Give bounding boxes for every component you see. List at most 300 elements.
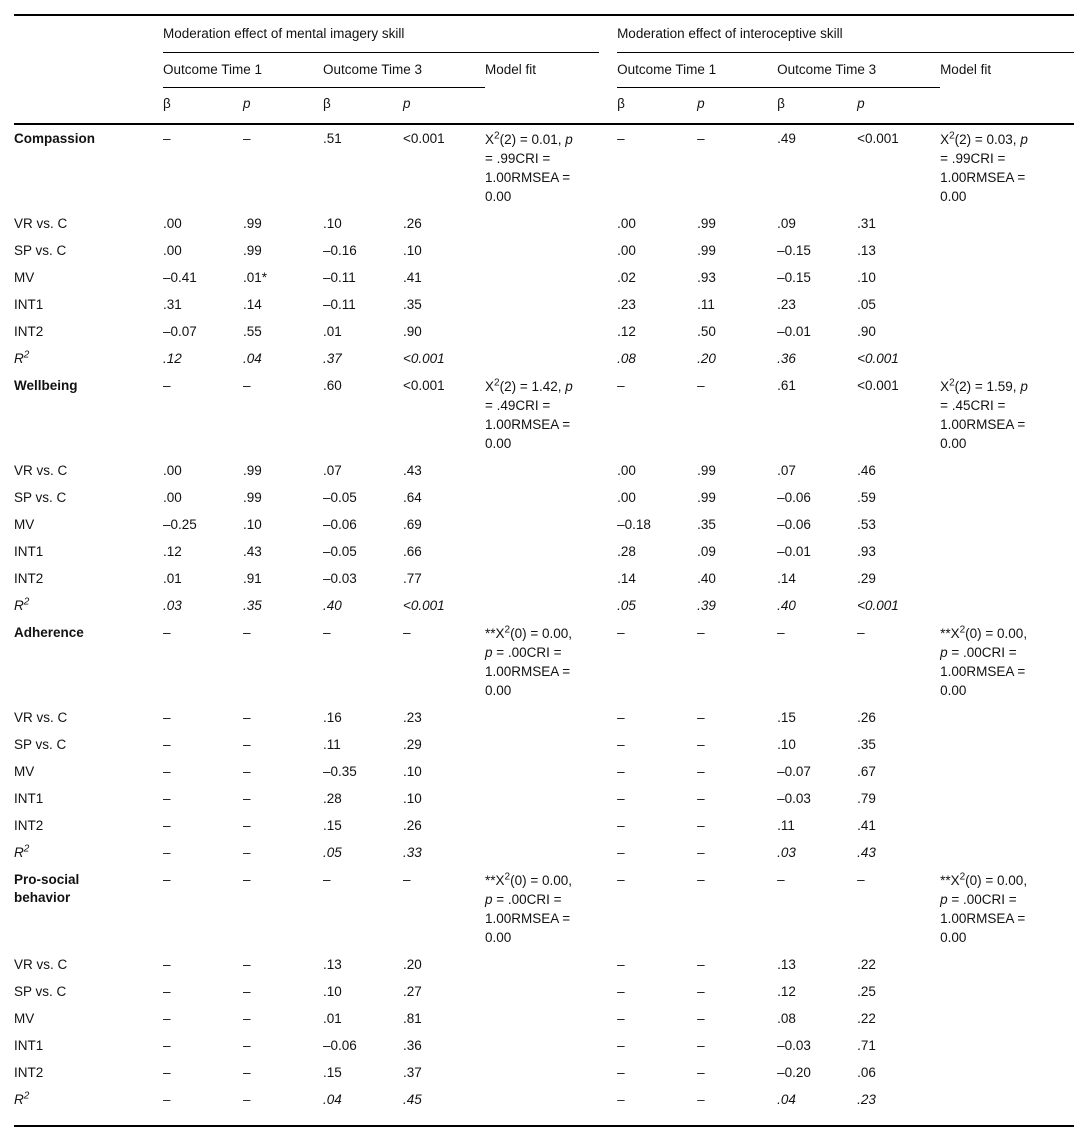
cell-mi-t3-beta: .13 xyxy=(323,956,342,972)
row-label: MV xyxy=(14,516,35,532)
is-model-fit-header: Model fit xyxy=(940,53,1074,124)
row-label: $R^2$ xyxy=(14,1086,163,1126)
cell-mi-t1-beta: – xyxy=(163,624,171,640)
cell-mi-t3-p: <0.001 xyxy=(403,130,445,146)
cell-mi-t3-beta: .15 xyxy=(323,1064,342,1080)
cell-mi-t3-beta: –0.16 xyxy=(323,242,357,258)
cell-is-t3-beta: .13 xyxy=(777,956,796,972)
cell-is-t1-p: – xyxy=(697,377,705,393)
cell-is-model-fit xyxy=(940,1086,1074,1126)
cell-is-t1-beta: .00 xyxy=(617,489,636,505)
cell-is-t1-beta: – xyxy=(617,1010,625,1026)
cell-is-t3-beta: –0.01 xyxy=(777,323,811,339)
cell-is-t3-p: .67 xyxy=(857,763,876,779)
cell-mi-t1-beta: – xyxy=(163,1064,171,1080)
cell-is-t1-beta: .23 xyxy=(617,296,636,312)
cell-is-t3-p: .31 xyxy=(857,215,876,231)
cell-is-t1-beta: .14 xyxy=(617,570,636,586)
cell-mi-t1-p: – xyxy=(243,790,251,806)
table-row xyxy=(14,565,1074,592)
cell-mi-t3-beta: –0.35 xyxy=(323,763,357,779)
table-row xyxy=(14,866,1074,951)
cell-is-t3-beta: .61 xyxy=(777,377,796,393)
cell-mi-t1-beta: –0.25 xyxy=(163,516,197,532)
cell-mi-t1-beta: – xyxy=(163,709,171,725)
cell-is-t3-beta: .23 xyxy=(777,296,796,312)
cell-mi-model-fit xyxy=(485,345,617,372)
cell-is-t1-p: – xyxy=(697,1064,705,1080)
row-label: INT2 xyxy=(14,323,44,339)
cell-is-t3-beta: .14 xyxy=(777,570,796,586)
cell-is-t3-beta: –0.06 xyxy=(777,516,811,532)
row-label: $R^2$ xyxy=(14,843,30,860)
cell-is-t1-p: – xyxy=(697,130,705,146)
table-row xyxy=(14,264,1074,291)
table-row xyxy=(14,237,1074,264)
table-row xyxy=(14,372,1074,457)
cell-mi-t1-beta: .00 xyxy=(163,242,182,258)
cell-is-t3-p: .06 xyxy=(857,1064,876,1080)
cell-mi-model-fit xyxy=(485,785,617,812)
table-row xyxy=(14,592,1074,619)
cell-mi-t3-beta: .07 xyxy=(323,462,342,478)
cell-mi-t1-p: – xyxy=(243,130,251,146)
cell-is-t3-p: .35 xyxy=(857,736,876,752)
p-header: p xyxy=(403,88,485,125)
group-header-row xyxy=(14,15,1074,53)
cell-is-t3-beta: .15 xyxy=(777,709,796,725)
cell-mi-t3-p: .77 xyxy=(403,570,422,586)
cell-mi-model-fit xyxy=(485,264,617,291)
cell-is-t1-beta: .12 xyxy=(617,323,636,339)
row-label: Pro-social behavior xyxy=(14,871,80,905)
cell-is-t1-beta: .08 xyxy=(617,350,636,366)
cell-is-t1-beta: .00 xyxy=(617,462,636,478)
stub-cell xyxy=(14,15,163,53)
cell-is-t1-beta: – xyxy=(617,1086,697,1126)
cell-mi-t3-beta: –0.06 xyxy=(323,1037,357,1053)
table-row xyxy=(14,484,1074,511)
table-row xyxy=(14,1005,1074,1032)
cell-is-t1-p: – xyxy=(697,709,705,725)
cell-is-model-fit xyxy=(940,704,1074,731)
table-row xyxy=(14,978,1074,1005)
cell-is-t1-p: .40 xyxy=(697,570,716,586)
cell-mi-model-fit xyxy=(485,457,617,484)
cell-is-model-fit xyxy=(940,812,1074,839)
cell-mi-t1-beta: – xyxy=(163,871,171,887)
cell-is-t1-beta: – xyxy=(617,871,625,887)
table-row xyxy=(14,951,1074,978)
cell-is-t3-p: .43 xyxy=(857,844,876,860)
row-label: INT1 xyxy=(14,1037,44,1053)
table-body xyxy=(14,124,1074,1126)
cell-mi-t1-p: – xyxy=(243,983,251,999)
cell-mi-t3-p: .36 xyxy=(403,1037,422,1053)
cell-is-t1-beta: – xyxy=(617,956,625,972)
row-label: Wellbeing xyxy=(14,377,78,393)
cell-mi-t1-p: – xyxy=(243,709,251,725)
cell-is-t3-beta: .36 xyxy=(777,350,796,366)
table-row xyxy=(14,538,1074,565)
cell-mi-model-fit xyxy=(485,812,617,839)
row-label: MV xyxy=(14,269,35,285)
beta-header: β xyxy=(323,88,403,125)
cell-is-t1-p: .20 xyxy=(697,350,716,366)
cell-is-t1-p: .11 xyxy=(697,296,715,312)
cell-mi-model-fit xyxy=(485,951,617,978)
cell-mi-t3-p: .35 xyxy=(403,296,422,312)
table-row xyxy=(14,124,1074,210)
cell-mi-t1-beta: – xyxy=(163,1037,171,1053)
cell-is-t1-beta: – xyxy=(617,817,625,833)
cell-mi-t3-beta: – xyxy=(323,624,331,640)
cell-mi-t1-p: – xyxy=(243,1064,251,1080)
table-row xyxy=(14,704,1074,731)
cell-mi-t1-beta: – xyxy=(163,844,171,860)
cell-is-t3-beta: .09 xyxy=(777,215,796,231)
cell-mi-t3-p: <0.001 xyxy=(403,597,445,613)
cell-is-t3-p: .05 xyxy=(857,296,876,312)
cell-is-t3-beta: – xyxy=(777,871,785,887)
cell-mi-model-fit xyxy=(485,565,617,592)
cell-mi-t3-p: .26 xyxy=(403,817,422,833)
cell-is-t3-beta: –0.15 xyxy=(777,269,811,285)
group-header-interoceptive xyxy=(617,15,1074,53)
cell-mi-model-fit: $X^2(2) = 1.42$, p = .49CRI = 1.00RMSEA = 0.00 xyxy=(485,377,573,451)
cell-is-model-fit: $**X^2(0) = 0.00$, p = .00CRI = 1.00RMSEA = 0.00 xyxy=(940,871,1028,945)
row-label: VR vs. C xyxy=(14,709,68,725)
cell-mi-model-fit xyxy=(485,511,617,538)
table-row xyxy=(14,291,1074,318)
cell-mi-t3-beta: .10 xyxy=(323,983,342,999)
table-row xyxy=(14,1086,1074,1126)
cell-is-t3-p: .59 xyxy=(857,489,876,505)
is-outcome-time1-header: Outcome Time 1 xyxy=(617,53,777,88)
mi-outcome-time3-header: Outcome Time 3 xyxy=(323,53,485,88)
cell-is-t3-p: .46 xyxy=(857,462,876,478)
cell-is-t3-beta: –0.01 xyxy=(777,543,811,559)
cell-mi-model-fit xyxy=(485,758,617,785)
cell-is-t3-p: <0.001 xyxy=(857,350,899,366)
cell-is-t3-beta: – xyxy=(777,624,785,640)
cell-mi-t3-beta: .01 xyxy=(323,323,342,339)
cell-mi-t3-p: .64 xyxy=(403,489,422,505)
cell-is-model-fit xyxy=(940,511,1074,538)
cell-mi-t3-beta: –0.05 xyxy=(323,543,357,559)
row-label: SP vs. C xyxy=(14,983,67,999)
cell-is-t3-p: .41 xyxy=(857,817,876,833)
cell-mi-t3-p: .10 xyxy=(403,790,422,806)
cell-mi-t1-p: – xyxy=(243,1010,251,1026)
cell-mi-t1-beta: – xyxy=(163,377,171,393)
table-row xyxy=(14,1059,1074,1086)
cell-mi-t1-p: – xyxy=(243,956,251,972)
cell-is-t3-beta: .11 xyxy=(777,817,795,833)
cell-is-t1-p: .99 xyxy=(697,462,716,478)
cell-mi-t1-beta: – xyxy=(163,983,171,999)
cell-is-t3-beta: –0.07 xyxy=(777,763,811,779)
cell-is-t1-beta: .00 xyxy=(617,215,636,231)
cell-mi-t1-beta: – xyxy=(163,790,171,806)
table-row xyxy=(14,812,1074,839)
cell-is-t3-beta: .49 xyxy=(777,130,796,146)
row-label: INT2 xyxy=(14,1064,44,1080)
group-header-label: Moderation effect of interoceptive skill xyxy=(617,25,1074,53)
cell-mi-t1-p: .14 xyxy=(243,296,262,312)
cell-mi-t1-beta: –0.07 xyxy=(163,323,197,339)
cell-mi-t1-p: .04 xyxy=(243,350,262,366)
table-row xyxy=(14,318,1074,345)
row-label: $R^2$ xyxy=(14,349,30,366)
cell-mi-model-fit xyxy=(485,291,617,318)
cell-is-t3-beta: .03 xyxy=(777,844,796,860)
p-header: p xyxy=(243,88,323,125)
cell-is-model-fit xyxy=(940,731,1074,758)
cell-mi-t3-beta: .15 xyxy=(323,817,342,833)
cell-is-t1-beta: .28 xyxy=(617,543,636,559)
cell-is-t3-beta: .07 xyxy=(777,462,796,478)
cell-is-t1-beta: – xyxy=(617,377,625,393)
cell-is-t1-p: – xyxy=(697,817,705,833)
table-row xyxy=(14,785,1074,812)
cell-mi-t3-beta: –0.03 xyxy=(323,570,357,586)
cell-mi-t1-p: .99 xyxy=(243,215,262,231)
cell-mi-model-fit xyxy=(485,731,617,758)
cell-mi-t3-p: .10 xyxy=(403,242,422,258)
cell-is-t1-p: .39 xyxy=(697,597,716,613)
cell-is-t1-p: – xyxy=(697,624,705,640)
cell-mi-t3-p: <0.001 xyxy=(403,350,445,366)
cell-is-t1-p: .35 xyxy=(697,516,716,532)
beta-header: β xyxy=(617,88,697,125)
cell-mi-t3-beta: –0.06 xyxy=(323,516,357,532)
cell-is-t3-p: – xyxy=(857,871,865,887)
cell-mi-t1-p: .01* xyxy=(243,269,268,285)
cell-is-model-fit xyxy=(940,264,1074,291)
cell-is-model-fit xyxy=(940,1059,1074,1086)
cell-mi-t1-beta: – xyxy=(163,1010,171,1026)
cell-mi-t3-p: – xyxy=(403,871,411,887)
cell-is-t3-beta: .04 xyxy=(777,1086,857,1126)
cell-is-model-fit xyxy=(940,758,1074,785)
row-label: VR vs. C xyxy=(14,956,68,972)
cell-mi-t1-beta: – xyxy=(163,130,171,146)
cell-is-model-fit xyxy=(940,951,1074,978)
cell-is-t3-beta: –0.15 xyxy=(777,242,811,258)
cell-is-t3-p: .29 xyxy=(857,570,876,586)
cell-is-t1-beta: – xyxy=(617,790,625,806)
cell-is-model-fit xyxy=(940,565,1074,592)
cell-is-t3-p: .22 xyxy=(857,1010,876,1026)
cell-mi-t3-beta: .40 xyxy=(323,597,342,613)
p-header: p xyxy=(857,88,940,125)
cell-is-t3-p: .71 xyxy=(857,1037,876,1053)
row-label: SP vs. C xyxy=(14,736,67,752)
cell-is-t1-beta: – xyxy=(617,130,625,146)
cell-mi-t1-p: – xyxy=(243,844,251,860)
cell-is-t3-beta: .40 xyxy=(777,597,796,613)
p-header: p xyxy=(697,88,777,125)
cell-mi-t3-beta: .05 xyxy=(323,844,342,860)
cell-mi-t1-beta: .00 xyxy=(163,489,182,505)
table-row xyxy=(14,210,1074,237)
cell-mi-t3-p: .10 xyxy=(403,763,422,779)
cell-is-model-fit xyxy=(940,318,1074,345)
cell-mi-t3-p: .66 xyxy=(403,543,422,559)
cell-mi-t1-p: – xyxy=(243,763,251,779)
cell-mi-t3-beta: .16 xyxy=(323,709,342,725)
cell-mi-t3-beta: .51 xyxy=(323,130,342,146)
table-row xyxy=(14,1032,1074,1059)
cell-mi-model-fit xyxy=(485,1032,617,1059)
cell-mi-model-fit xyxy=(485,484,617,511)
cell-mi-model-fit xyxy=(485,978,617,1005)
outcome-header-row xyxy=(14,53,1074,88)
cell-mi-t1-beta: .03 xyxy=(163,597,182,613)
cell-mi-t3-beta: .10 xyxy=(323,215,342,231)
cell-is-t1-p: – xyxy=(697,983,705,999)
cell-is-t3-p: <0.001 xyxy=(857,130,899,146)
cell-is-t1-p: .50 xyxy=(697,323,716,339)
row-label: $R^2$ xyxy=(14,596,30,613)
cell-is-t3-beta: –0.20 xyxy=(777,1064,811,1080)
group-header-label: Moderation effect of mental imagery skill xyxy=(163,25,599,53)
beta-header: β xyxy=(777,88,857,125)
is-outcome-time3-header: Outcome Time 3 xyxy=(777,53,940,88)
cell-is-t3-p: .13 xyxy=(857,242,876,258)
cell-is-t1-beta: – xyxy=(617,983,625,999)
cell-is-t3-p: .25 xyxy=(857,983,876,999)
cell-mi-t3-p: .20 xyxy=(403,956,422,972)
row-label: MV xyxy=(14,1010,35,1026)
cell-mi-model-fit xyxy=(485,1086,617,1126)
cell-mi-model-fit xyxy=(485,318,617,345)
cell-is-t1-beta: – xyxy=(617,844,625,860)
row-label: Adherence xyxy=(14,624,84,640)
cell-is-t1-p: – xyxy=(697,1086,777,1126)
cell-mi-model-fit xyxy=(485,839,617,866)
cell-is-t3-beta: –0.03 xyxy=(777,790,811,806)
cell-mi-t3-p: .37 xyxy=(403,1064,422,1080)
cell-mi-t3-p: .23 xyxy=(403,709,422,725)
cell-is-t3-p: .23 xyxy=(857,1086,940,1126)
row-label: SP vs. C xyxy=(14,489,67,505)
cell-mi-t1-beta: – xyxy=(163,736,171,752)
cell-mi-t3-p: .43 xyxy=(403,462,422,478)
cell-is-t1-p: – xyxy=(697,736,705,752)
cell-mi-model-fit xyxy=(485,1059,617,1086)
cell-mi-t1-beta: .31 xyxy=(163,296,182,312)
cell-is-t3-p: .26 xyxy=(857,709,876,725)
cell-is-t1-beta: .00 xyxy=(617,242,636,258)
cell-mi-t3-beta: .04 xyxy=(323,1086,403,1126)
cell-mi-t3-beta: .28 xyxy=(323,790,342,806)
cell-mi-t1-p: .10 xyxy=(243,516,262,532)
row-label: MV xyxy=(14,763,35,779)
cell-is-model-fit xyxy=(940,978,1074,1005)
cell-is-t3-beta: .10 xyxy=(777,736,796,752)
cell-mi-t1-beta: .12 xyxy=(163,543,182,559)
cell-is-t1-p: .99 xyxy=(697,242,716,258)
cell-mi-t1-beta: .00 xyxy=(163,215,182,231)
cell-mi-t1-p: .55 xyxy=(243,323,262,339)
cell-mi-t3-p: .26 xyxy=(403,215,422,231)
cell-is-t3-p: <0.001 xyxy=(857,597,899,613)
cell-is-t3-p: .79 xyxy=(857,790,876,806)
cell-mi-t1-p: .35 xyxy=(243,597,262,613)
cell-mi-t1-beta: .00 xyxy=(163,462,182,478)
cell-mi-model-fit: $**X^2(0) = 0.00$, p = .00CRI = 1.00RMSEA = 0.00 xyxy=(485,624,573,698)
cell-is-t3-beta: –0.06 xyxy=(777,489,811,505)
cell-mi-t3-beta: –0.05 xyxy=(323,489,357,505)
cell-mi-model-fit xyxy=(485,210,617,237)
cell-is-t1-p: – xyxy=(697,1037,705,1053)
cell-is-model-fit xyxy=(940,345,1074,372)
cell-is-t1-p: – xyxy=(697,844,705,860)
table-row xyxy=(14,758,1074,785)
cell-mi-t3-beta: .11 xyxy=(323,736,341,752)
row-label: INT1 xyxy=(14,790,44,806)
cell-is-t1-p: – xyxy=(697,871,705,887)
cell-is-model-fit: $X^2(2) = 0.03$, p = .99CRI = 1.00RMSEA = 0.00 xyxy=(940,130,1028,204)
row-label: VR vs. C xyxy=(14,215,68,231)
cell-mi-t1-p: .43 xyxy=(243,543,262,559)
row-label: VR vs. C xyxy=(14,462,68,478)
cell-is-t3-p: .22 xyxy=(857,956,876,972)
cell-is-t3-p: .10 xyxy=(857,269,876,285)
row-label: Compassion xyxy=(14,130,96,146)
cell-is-t3-p: .53 xyxy=(857,516,876,532)
cell-is-t1-beta: – xyxy=(617,1064,625,1080)
cell-is-t1-p: .99 xyxy=(697,489,716,505)
cell-mi-t1-beta: .01 xyxy=(163,570,182,586)
row-label: SP vs. C xyxy=(14,242,67,258)
cell-mi-t1-p: – xyxy=(243,736,251,752)
cell-is-model-fit xyxy=(940,457,1074,484)
cell-is-t1-p: – xyxy=(697,790,705,806)
cell-mi-t3-p: .69 xyxy=(403,516,422,532)
cell-mi-t3-p: – xyxy=(403,624,411,640)
cell-is-t3-p: <0.001 xyxy=(857,377,899,393)
cell-is-model-fit xyxy=(940,210,1074,237)
cell-is-model-fit xyxy=(940,839,1074,866)
cell-is-model-fit xyxy=(940,291,1074,318)
cell-is-t3-beta: .08 xyxy=(777,1010,796,1026)
cell-mi-model-fit xyxy=(485,1005,617,1032)
table-row xyxy=(14,839,1074,866)
cell-is-t1-beta: – xyxy=(617,1037,625,1053)
cell-mi-t3-beta: –0.11 xyxy=(323,296,356,312)
cell-is-t3-p: – xyxy=(857,624,865,640)
cell-is-model-fit xyxy=(940,785,1074,812)
cell-mi-t1-beta: – xyxy=(163,956,171,972)
cell-is-t1-beta: –0.18 xyxy=(617,516,651,532)
cell-mi-t1-p: – xyxy=(243,817,251,833)
row-label: INT1 xyxy=(14,296,44,312)
cell-mi-t3-beta: .01 xyxy=(323,1010,342,1026)
cell-mi-t1-p: .99 xyxy=(243,489,262,505)
cell-mi-t3-p: .81 xyxy=(403,1010,422,1026)
cell-is-model-fit: $**X^2(0) = 0.00$, p = .00CRI = 1.00RMSEA = 0.00 xyxy=(940,624,1028,698)
cell-mi-t1-p: .99 xyxy=(243,242,262,258)
cell-is-t1-beta: – xyxy=(617,763,625,779)
cell-mi-t1-p: .91 xyxy=(243,570,262,586)
cell-mi-model-fit xyxy=(485,237,617,264)
cell-mi-t1-p: – xyxy=(243,871,251,887)
stub-cell xyxy=(14,53,163,88)
cell-mi-t3-beta: –0.11 xyxy=(323,269,356,285)
